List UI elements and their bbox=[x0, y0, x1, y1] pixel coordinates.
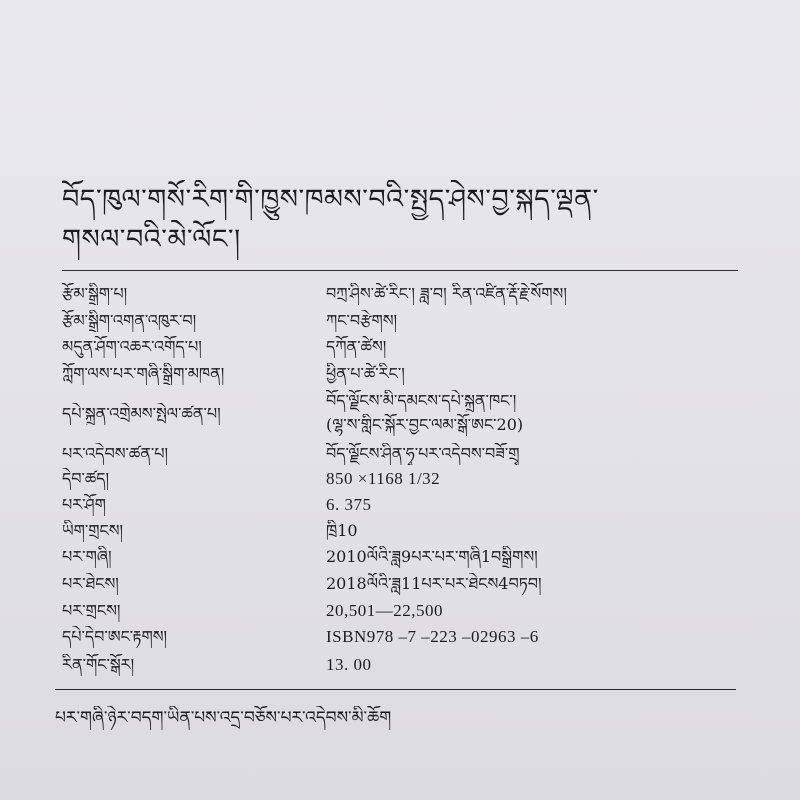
detail-label: མདུན་ཤོག་འཆར་འགོད་པ། bbox=[62, 337, 202, 356]
detail-row-cover-designer bbox=[0, 336, 800, 362]
detail-label: རིན་གོང་སྒོར། bbox=[62, 655, 135, 674]
detail-value: བོད་ལྗོངས་མི་དམངས་དཔེ་སྐྲུན་ཁང་། bbox=[326, 391, 517, 410]
top-divider bbox=[62, 270, 738, 271]
detail-row-printer bbox=[0, 443, 800, 469]
detail-value: ISBN978 –7 –223 –02963 –6 bbox=[326, 627, 539, 646]
detail-value: 13. 00 bbox=[326, 655, 372, 674]
detail-row-responsible-editor bbox=[0, 310, 800, 336]
detail-value-address: (ལྷ་ས་གླིང་སྐོར་བྱང་ལམ་སྒོ་ཨང་20) bbox=[326, 415, 524, 434]
detail-label: རྩོམ་སྒྲིག་འགན་འཁུར་བ། bbox=[62, 311, 197, 330]
detail-value: དཀོན་ཚེས། bbox=[326, 337, 387, 356]
detail-row-price bbox=[0, 654, 800, 680]
detail-label: རྩོམ་སྒྲིག་པ། bbox=[62, 284, 128, 303]
detail-row-format bbox=[0, 468, 800, 494]
detail-row-typesetter bbox=[0, 363, 800, 389]
detail-value: 2010ལོའི་ཟླ9པར་པར་གཞི1བསྒྲིགས། bbox=[326, 547, 538, 566]
detail-label: དེབ་ཚད། bbox=[62, 469, 110, 488]
detail-row-isbn bbox=[0, 626, 800, 652]
detail-row-impression bbox=[0, 573, 800, 599]
detail-row-printed-sheets bbox=[0, 494, 800, 520]
detail-row-editors bbox=[0, 283, 800, 309]
detail-label: ཡིག་གྲངས། bbox=[62, 521, 124, 540]
detail-value: ཕྱིན་པ་ཚེ་རིང་། bbox=[326, 364, 405, 383]
detail-value: བོད་ལྗོངས་ཤིན་ཧྭ་པར་འདེབས་བཟོ་གྲྭ bbox=[326, 444, 520, 463]
detail-value: 2018ལོའི་ཟླ11པར་པར་ཐེངས4བཏབ། bbox=[326, 574, 542, 593]
detail-label: དཔེ་དེབ་ཨང་རྟགས། bbox=[62, 627, 168, 646]
detail-value: 6. 375 bbox=[326, 495, 372, 514]
detail-value: ཁྲི10 bbox=[326, 521, 358, 540]
detail-value: 20,501—22,500 bbox=[326, 601, 443, 620]
detail-label: པར་གཞི། bbox=[62, 547, 112, 566]
detail-value: ཀང་བརྩེགས། bbox=[326, 311, 398, 330]
copyright-notice: པར་གཞི་ཉེར་བདག་ཡིན་པས་འདྲ་བཅོས་པར་འདེབས་མི་ཆོག bbox=[55, 708, 392, 728]
book-title bbox=[62, 180, 752, 260]
detail-label: ཀློག་ལས་པར་གཞི་སྒྲིག་མཁན། bbox=[62, 364, 225, 383]
detail-row-edition bbox=[0, 546, 800, 572]
book-title-line-1: བོད་ཁུལ་གསོ་རིག་གི་ཁྱུས་ཁམས་བའི་སྤྱད་ཤེས་བྱ་སྐད་ལྡན་ bbox=[62, 184, 599, 215]
book-title-line-2: གསལ་བའི་མེ་ལོང་། bbox=[62, 224, 241, 255]
bottom-divider bbox=[55, 689, 736, 690]
detail-label: དཔེ་སྐྲུན་འགྲེམས་སྤེལ་ཚན་པ། bbox=[62, 404, 221, 423]
detail-value: བཀྲ་ཤིས་ཚེ་རིང་། ཟླ་བ། རིན་འཛིན་རྡོ་རྗེ་སོགས། bbox=[326, 284, 567, 303]
detail-row-word-count bbox=[0, 520, 800, 546]
detail-label: པར་ཐེངས། bbox=[62, 574, 119, 593]
detail-label: པར་ཤོག bbox=[62, 495, 106, 514]
detail-label: པར་གྲངས། bbox=[62, 601, 121, 620]
detail-row-publisher bbox=[0, 390, 800, 440]
detail-row-print-run bbox=[0, 600, 800, 626]
detail-value: 850 ×1168 1/32 bbox=[326, 469, 441, 488]
detail-label: པར་འདེབས་ཚན་པ། bbox=[62, 444, 169, 463]
